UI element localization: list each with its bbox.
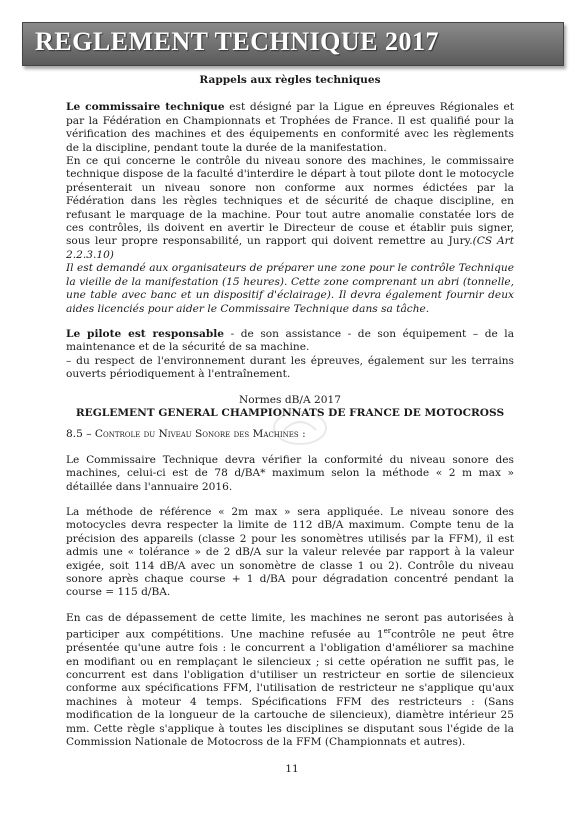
reglement-title: REGLEMENT GENERAL CHAMPIONNATS DE FRANCE DE MOTOCROSS <box>75 406 505 419</box>
normes-title: Normes dB/A 2017 <box>239 393 341 406</box>
document-title: REGLEMENT TECHNIQUE 2017 <box>35 27 440 56</box>
article-paragraph-1: Le Commissaire Technique devra vérifier la conformité du niveau sonore des machines, celui-ci est de 78 d/BA* maximum selon la méthode « 2 m max » détaillée dans l'annuaire 2016. <box>66 453 514 493</box>
pilote-text: - de son assistance - de son équipement – de la maintenance et de la sécurité de sa machine. <box>66 327 515 354</box>
article-heading: 8.5 – Controle du Niveau Sonore des Machines : <box>66 428 306 441</box>
commissaire-text: est désigné par la Ligue en épreuves Régionales et par la Fédération en Championnats et Trophées de France. Il est qualifié pour la vérification des machines et des équipements en conformité avec les règlements de la discipline, pendant toute la durée de la manifestation. <box>66 101 514 154</box>
organisateurs-paragraph: Il est demandé aux organisateurs de préparer une zone pour le contrôle Technique la vieille de la manifestation (15 heures). Cette zone comprenant un abri (tonnelle, une table avec banc et un dispositif d'éclairage). Il devra également fournir deux aides licenciés pour aider le Commissaire Technique dans sa tâche. <box>66 262 514 315</box>
pilote-label: Le pilote est responsable <box>66 327 225 340</box>
article-paragraph-3 <box>66 612 514 750</box>
pilote-paragraph <box>66 328 514 355</box>
page-number: 11 <box>285 763 299 775</box>
header-banner <box>22 22 564 66</box>
section-subtitle: Rappels aux règles techniques <box>199 74 381 86</box>
controle-paragraph <box>66 155 514 262</box>
article-paragraph-2: La méthode de référence « 2m max » sera appliquée. Le niveau sonore des motocycles devra respecter la limite de 112 dB/A maximum. Compte tenu de la précision des appareils (classe 2 pour les sonomètres utilisés par la FFM), il est admis une « tolérance » de 2 dB/A sur la valeur relevée par rapport à la valeur exigée, soit 114 dB/A avec un sonomètre de classe 1 ou 2). Contrôle du niveau sonore après chaque course + 1 d/BA pour dégradation concentré pendant la course = 115 d/BA. <box>66 505 514 599</box>
controle-reference: (CS Art 2.2.3.10) <box>66 235 514 261</box>
ordinal-superscript: er <box>383 627 392 636</box>
page-content <box>66 74 514 749</box>
controle-text: En ce qui concerne le contrôle du niveau sonore des machines, le commissaire technique dispose de la faculté d'interdire le départ à tout pilote dont le motocycle présenterait un niveau sonore non conforme aux normes édictées par la Fédération dans les règles techniques et de sécurité de chaque discipline, en refusant le marquage de la machine. Pour tout autre anomalie constatée lors de ces contrôles, ils doivent en avertir le Directeur de couse et établir puis signer, sous leur propre responsabilité, un rapport qui doivent remettre au Jury. <box>66 155 514 248</box>
article-paragraph-3-part-b: contrôle ne peut être présentée qu'une autre fois : le concurrent a l'obligation d'améliorer sa machine en modifiant ou en remplaçant le silencieux ; si cette opération ne suffit pas, le concurrent est dans l'obligation d'utiliser un restricteur en sortie de silencieux conforme aux spécifications FFM, l'utilisation de restricteur ne s'applique qu'aux machines à moteur 4 temps. Spécifications FFM des restricteurs : (Sans modification de la longueur de la cartouche de silencieux), diamètre intérieur 25 mm. Cette règle s'applique à toutes les disciplines se disputant sous l'égide de la Commission Nationale de Motocross de la FFM (Championnats et autres). <box>66 628 514 748</box>
article-paragraph-3-part-a: En cas de dépassement de cette limite, les machines ne seront pas autorisées à participer aux compétitions. Une machine refusée au 1 <box>66 611 514 641</box>
commissaire-paragraph <box>66 101 514 155</box>
commissaire-label: Le commissaire technique <box>66 101 225 114</box>
pilote-paragraph-2: – du respect de l'environnement durant les épreuves, également sur les terrains ouverts périodiquement à l'entraînement. <box>66 354 514 381</box>
